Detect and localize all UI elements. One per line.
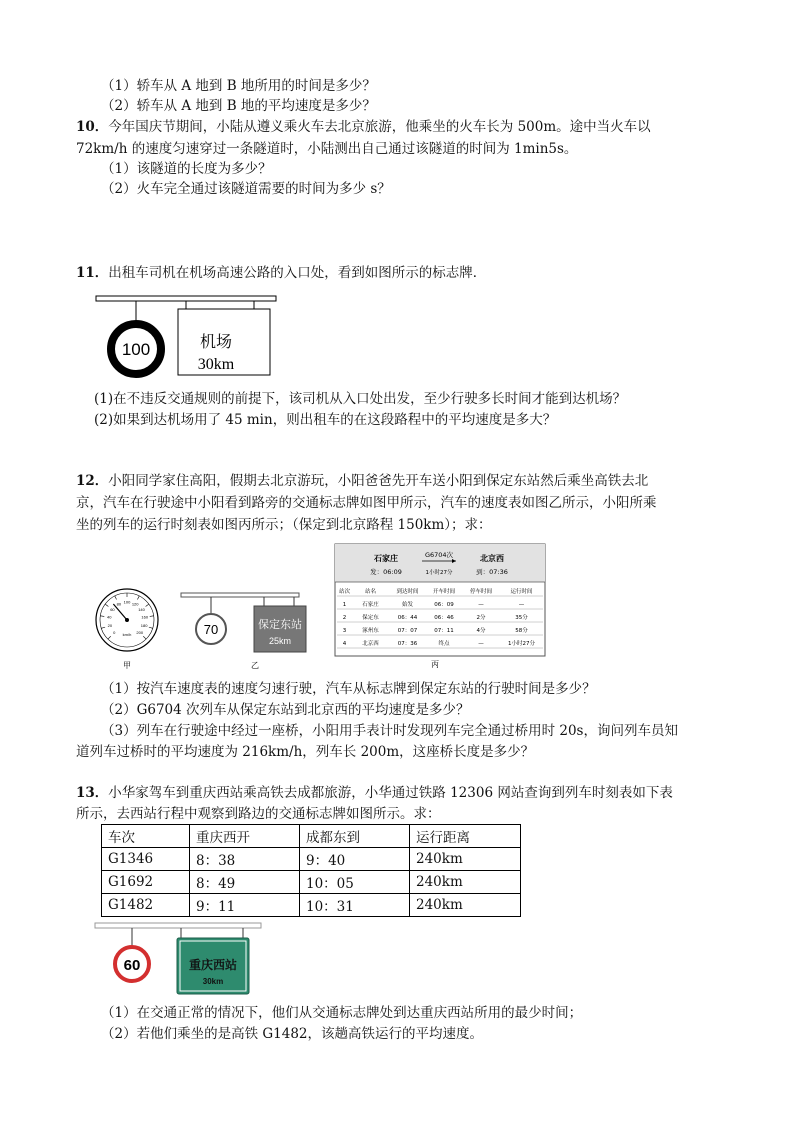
q11-number: 11． xyxy=(76,265,109,281)
speedometer-tick-label: 0 xyxy=(113,630,116,636)
timetable-cell: 58分 xyxy=(515,628,528,634)
q10-sub1: （1）该隧道的长度为多少？ xyxy=(101,161,272,177)
table-cell: 240km xyxy=(410,848,521,871)
table-cell: 10：31 xyxy=(300,894,410,917)
q10-line1 xyxy=(76,118,651,136)
speedometer-tick-label: 60 xyxy=(110,606,115,612)
timetable-cell: 1 xyxy=(342,602,347,608)
q10-number: 10． xyxy=(76,119,109,135)
speed-limit-value: 70 xyxy=(203,622,219,637)
timetable-cell: 3 xyxy=(342,628,347,634)
table-cell: 8：49 xyxy=(190,871,300,894)
timetable-cell: 涿州东 xyxy=(362,628,379,634)
timetable-cell: 2 xyxy=(342,615,347,621)
table-cell: 240km xyxy=(410,894,521,917)
table-header-cell: 重庆西开 xyxy=(190,825,300,848)
timetable-header-cell: 运行时间 xyxy=(510,589,533,595)
q11-sub1: (1)在不违反交通规则的前提下，该司机从入口处出发，至少行驶多长时间才能到达机场？ xyxy=(94,391,627,407)
q9-sub2: （2）轿车从 A 地到 B 地的平均速度是多少？ xyxy=(101,98,376,114)
q12-number: 12． xyxy=(76,473,109,489)
speedometer-tick-label: 20 xyxy=(107,623,113,629)
q12-text1: 小阳同学家住高阳，假期去北京游玩，小阳爸爸先开车送小阳到保定东站然后乘坐高铁去北 xyxy=(108,473,649,489)
timetable-arrive: 到：07:36 xyxy=(476,568,508,576)
station-sign-distance: 25km xyxy=(268,636,292,646)
table-header-cell: 车次 xyxy=(102,825,190,848)
station-sign-distance: 30km xyxy=(202,977,224,986)
q11-road-sign-figure xyxy=(94,292,284,380)
timetable-header-band xyxy=(335,544,545,582)
q12-sub2: （2）G6704 次列车从保定东站到北京西的平均速度是多少？ xyxy=(101,702,470,718)
timetable-cell: 06：09 xyxy=(434,602,454,608)
timetable-header-cell: 站次 xyxy=(338,589,351,595)
speedometer-tick-label: 180 xyxy=(140,623,148,629)
timetable-cell: 07：36 xyxy=(397,641,418,647)
speedometer-tick-label: 40 xyxy=(106,614,112,620)
q12-text2: 京，汽车在行驶途中小阳看到路旁的交通标志牌如图甲所示，汽车的速度表如图乙所示，小阳所乘 xyxy=(76,495,657,511)
q13-number: 13． xyxy=(76,785,109,801)
sign-post-bar xyxy=(95,923,261,928)
speedometer-tick-label: 160 xyxy=(141,614,149,620)
speed-limit-value: 100 xyxy=(121,340,151,359)
figure-label-bing: 丙 xyxy=(431,660,439,669)
airport-sign-name: 机场 xyxy=(199,332,233,351)
timetable-cell: — xyxy=(478,602,484,608)
table-header-cell: 运行距离 xyxy=(410,825,521,848)
q12-sub3-line2: 道列车过桥时的平均速度为 216km/h，列车长 200m，这座桥长度是多少？ xyxy=(76,744,535,760)
q13-road-sign-figure xyxy=(93,920,263,1000)
table-row xyxy=(102,848,521,871)
timetable-header-cell: 开车时间 xyxy=(432,589,456,595)
q13-text1: 小华家驾车到重庆西站乘高铁去成都旅游，小华通过铁路 12306 网站查询到列车时刻表如下表 xyxy=(108,785,673,801)
timetable-cell: 石家庄 xyxy=(362,602,379,608)
q11-line xyxy=(76,264,486,282)
speedometer-hub xyxy=(125,618,129,622)
q12-line1 xyxy=(76,472,648,490)
table-row xyxy=(102,894,521,917)
timetable-header-cell: 站名 xyxy=(364,589,377,595)
q9-sub1: （1）轿车从 A 地到 B 地所用的时间是多少？ xyxy=(101,78,376,94)
q13-train-table xyxy=(101,824,521,917)
table-cell: 10：05 xyxy=(300,871,410,894)
figure-label-yi: 乙 xyxy=(251,661,259,670)
timetable-cell: — xyxy=(478,641,484,647)
speedometer-tick-label: 100 xyxy=(123,599,131,605)
q12-timetable-figure xyxy=(334,543,546,671)
timetable-cell: 06：44 xyxy=(397,615,418,621)
q10-sub2: （2）火车完全通过该隧道需要的时间为多少 s？ xyxy=(101,181,391,197)
table-cell: G1482 xyxy=(102,894,190,917)
q12-text3: 坐的列车的运行时刻表如图丙所示；（保定到北京路程 150km）；求： xyxy=(76,517,492,533)
sign-post-bar xyxy=(96,296,276,301)
table-cell: G1346 xyxy=(102,848,190,871)
q11-sub2: (2)如果到达机场用了 45 min，则出租车的在这段路程中的平均速度是多大？ xyxy=(94,412,557,428)
timetable-cell: 07：07 xyxy=(397,628,418,634)
speedometer-tick-label: 80 xyxy=(116,601,122,607)
timetable-train: G6704次 xyxy=(424,551,454,559)
q13-sub1: （1）在交通正常的情况下，他们从交通标志牌处到达重庆西站所用的最少时间； xyxy=(101,1005,583,1021)
timetable-cell: 终点 xyxy=(438,641,450,647)
table-cell: G1692 xyxy=(102,871,190,894)
timetable-cell: 4分 xyxy=(476,628,486,634)
sign-post-bar xyxy=(181,593,299,597)
timetable-cell: 4 xyxy=(342,641,347,647)
timetable-cell: 2分 xyxy=(476,615,486,621)
q13-text2: 所示，去西站行程中观察到路边的交通标志牌如图所示。求： xyxy=(76,806,441,822)
figure-label-jia: 甲 xyxy=(123,661,131,670)
speedometer-tick-label: 140 xyxy=(138,606,145,612)
speedometer-figure xyxy=(94,586,164,672)
station-sign-name: 重庆西站 xyxy=(188,958,238,972)
q12-sub3-line1: （3）列车在行驶途中经过一座桥，小阳用手表计时发现列车完全通过桥用时 20s，询问列车员知 xyxy=(101,723,678,739)
q12-road-sign-figure xyxy=(180,591,310,672)
table-header-cell: 成都东到 xyxy=(300,825,410,848)
timetable-cell: 北京西 xyxy=(362,641,379,647)
timetable-cell: 06：46 xyxy=(434,615,454,621)
table-cell: 9：40 xyxy=(300,848,410,871)
timetable-cell: 1小时27分 xyxy=(508,641,535,647)
timetable-header-cell: 停车时间 xyxy=(469,589,493,595)
q13-sub2: （2）若他们乘坐的是高铁 G1482，该趟高铁运行的平均速度。 xyxy=(101,1026,484,1042)
table-cell: 8：38 xyxy=(190,848,300,871)
timetable-cell: 始发 xyxy=(401,602,414,608)
timetable-cell: — xyxy=(518,602,525,608)
table-cell: 9：11 xyxy=(190,894,300,917)
timetable-cell: 35分 xyxy=(515,615,528,621)
timetable-duration: 1小时27分 xyxy=(425,570,453,576)
table-cell: 240km xyxy=(410,871,521,894)
timetable-header-cell: 到达时间 xyxy=(396,589,419,595)
airport-sign-distance: 30km xyxy=(197,356,235,373)
speedometer-tick-label: 120 xyxy=(131,601,139,607)
timetable-to: 北京西 xyxy=(480,554,504,563)
station-sign-name: 保定东站 xyxy=(258,618,302,631)
timetable-depart: 发：06:09 xyxy=(370,568,402,576)
table-header-row xyxy=(102,825,521,848)
timetable-from: 石家庄 xyxy=(374,554,398,563)
q10-text1: 今年国庆节期间，小陆从遵义乘火车去北京旅游，他乘坐的火车长为 500m。途中当火车以 xyxy=(108,119,651,135)
q10-text2: 72km/h 的速度匀速穿过一条隧道时，小陆测出自己通过该隧道的时间为 1min5s。 xyxy=(76,141,578,157)
q13-line1 xyxy=(76,784,673,802)
speedometer-unit: km/h xyxy=(122,632,132,637)
q11-text: 出租车司机在机场高速公路的入口处，看到如图所示的标志牌． xyxy=(108,265,487,281)
table-row xyxy=(102,871,521,894)
q12-sub1: （1）按汽车速度表的速度匀速行驶，汽车从标志牌到保定东站的行驶时间是多少？ xyxy=(101,681,596,697)
speed-limit-value: 60 xyxy=(123,957,141,974)
speedometer-tick-label: 200 xyxy=(136,630,144,636)
timetable-cell: 07：11 xyxy=(434,628,454,634)
timetable-cell: 保定东 xyxy=(362,615,379,621)
